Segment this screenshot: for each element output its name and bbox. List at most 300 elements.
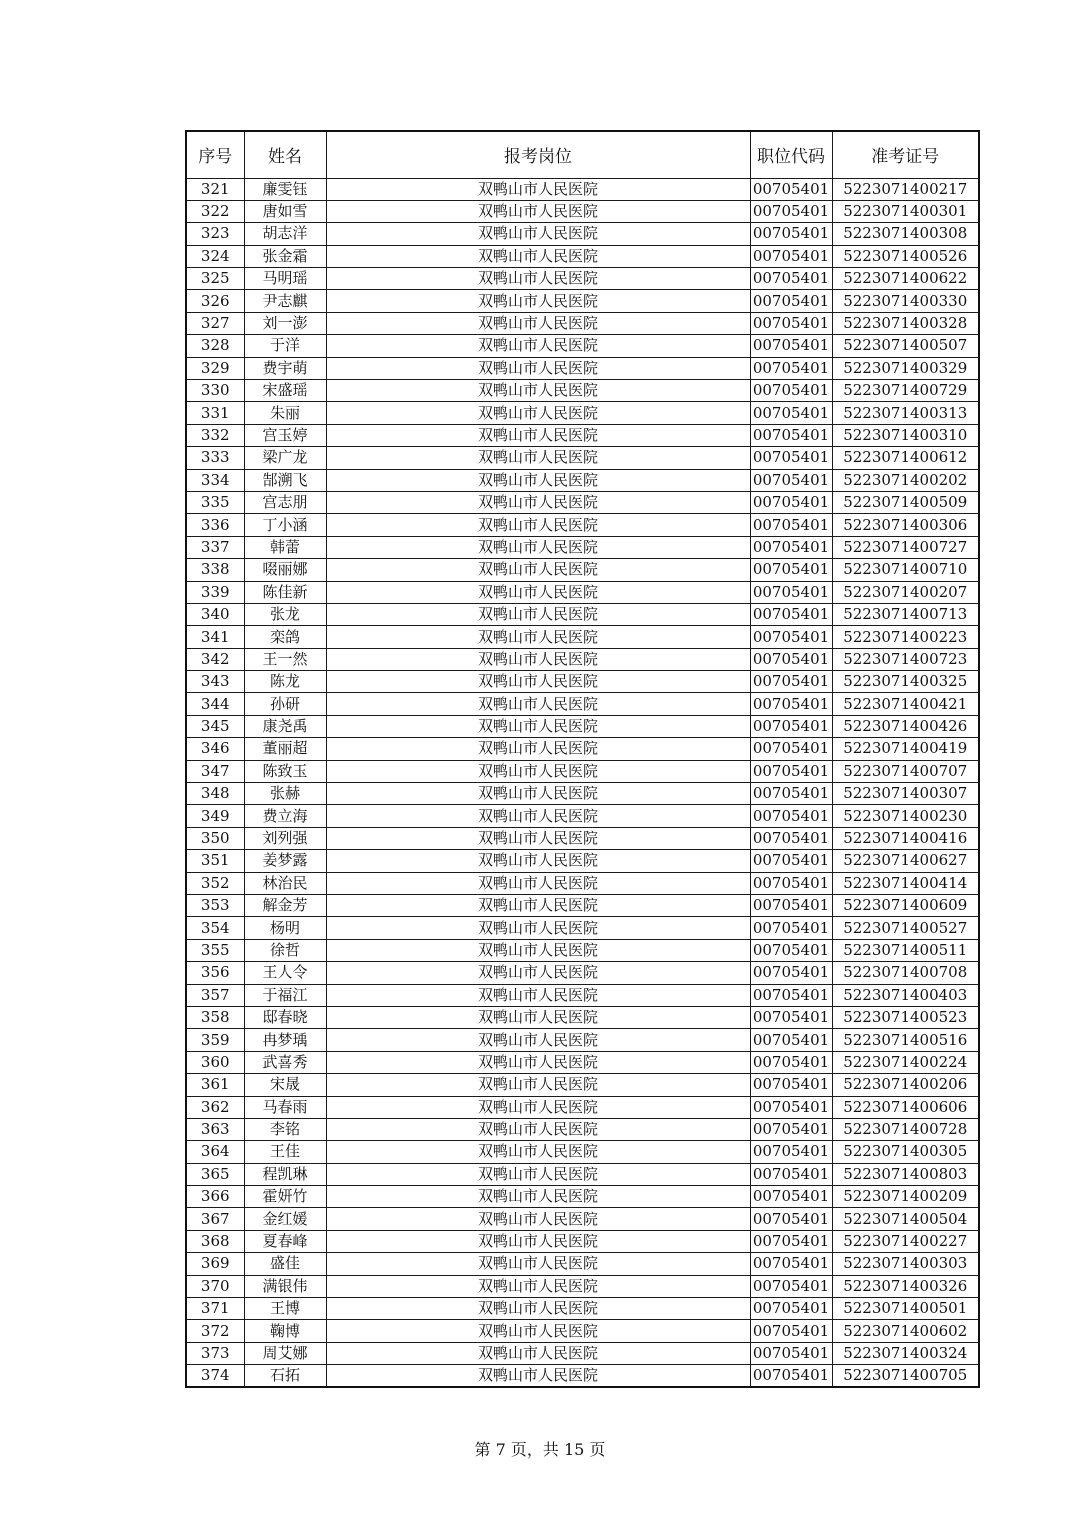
cell-code: 00705401 xyxy=(750,581,832,603)
cell-ticket: 5223071400303 xyxy=(832,1253,979,1275)
cell-name: 于洋 xyxy=(244,335,326,357)
cell-name: 宫玉婷 xyxy=(244,424,326,446)
table-row xyxy=(186,447,979,469)
cell-seq: 366 xyxy=(186,1186,244,1208)
cell-ticket: 5223071400602 xyxy=(832,1320,979,1342)
cell-code: 00705401 xyxy=(750,223,832,245)
cell-position: 双鸭山市人民医院 xyxy=(326,917,750,939)
cell-position: 双鸭山市人民医院 xyxy=(326,827,750,849)
cell-seq: 364 xyxy=(186,1141,244,1163)
cell-code: 00705401 xyxy=(750,424,832,446)
cell-name: 陈佳新 xyxy=(244,581,326,603)
cell-seq: 357 xyxy=(186,984,244,1006)
cell-code: 00705401 xyxy=(750,962,832,984)
cell-seq: 329 xyxy=(186,357,244,379)
cell-position: 双鸭山市人民医院 xyxy=(326,357,750,379)
cell-position: 双鸭山市人民医院 xyxy=(326,805,750,827)
table-row xyxy=(186,268,979,290)
header-code: 职位代码 xyxy=(750,131,832,178)
cell-ticket: 5223071400416 xyxy=(832,827,979,849)
cell-code: 00705401 xyxy=(750,1163,832,1185)
cell-code: 00705401 xyxy=(750,648,832,670)
table-row xyxy=(186,693,979,715)
table-row xyxy=(186,402,979,424)
cell-seq: 344 xyxy=(186,693,244,715)
cell-ticket: 5223071400723 xyxy=(832,648,979,670)
cell-ticket: 5223071400308 xyxy=(832,223,979,245)
cell-seq: 331 xyxy=(186,402,244,424)
cell-name: 孙研 xyxy=(244,693,326,715)
cell-ticket: 5223071400207 xyxy=(832,581,979,603)
cell-position: 双鸭山市人民医院 xyxy=(326,939,750,961)
cell-name: 唐如雪 xyxy=(244,200,326,222)
cell-seq: 321 xyxy=(186,178,244,200)
table-row xyxy=(186,648,979,670)
cell-ticket: 5223071400310 xyxy=(832,424,979,446)
cell-seq: 369 xyxy=(186,1253,244,1275)
cell-position: 双鸭山市人民医院 xyxy=(326,1298,750,1320)
table-row xyxy=(186,1320,979,1342)
cell-seq: 346 xyxy=(186,738,244,760)
cell-code: 00705401 xyxy=(750,178,832,200)
table-row xyxy=(186,200,979,222)
cell-code: 00705401 xyxy=(750,895,832,917)
cell-code: 00705401 xyxy=(750,693,832,715)
cell-ticket: 5223071400727 xyxy=(832,536,979,558)
cell-ticket: 5223071400313 xyxy=(832,402,979,424)
table-row xyxy=(186,1365,979,1388)
cell-name: 宋盛瑶 xyxy=(244,380,326,402)
cell-ticket: 5223071400729 xyxy=(832,380,979,402)
cell-seq: 347 xyxy=(186,760,244,782)
cell-name: 费宇萌 xyxy=(244,357,326,379)
cell-position: 双鸭山市人民医院 xyxy=(326,581,750,603)
cell-ticket: 5223071400622 xyxy=(832,268,979,290)
cell-ticket: 5223071400206 xyxy=(832,1074,979,1096)
cell-code: 00705401 xyxy=(750,1208,832,1230)
cell-seq: 327 xyxy=(186,312,244,334)
cell-seq: 356 xyxy=(186,962,244,984)
cell-name: 夏春峰 xyxy=(244,1230,326,1252)
cell-seq: 332 xyxy=(186,424,244,446)
cell-code: 00705401 xyxy=(750,559,832,581)
cell-ticket: 5223071400326 xyxy=(832,1275,979,1297)
cell-position: 双鸭山市人民医院 xyxy=(326,693,750,715)
cell-name: 宫志朋 xyxy=(244,491,326,513)
table-row xyxy=(186,1163,979,1185)
cell-name: 陈致玉 xyxy=(244,760,326,782)
cell-ticket: 5223071400501 xyxy=(832,1298,979,1320)
cell-position: 双鸭山市人民医院 xyxy=(326,1253,750,1275)
cell-name: 周艾娜 xyxy=(244,1342,326,1364)
cell-name: 于福江 xyxy=(244,984,326,1006)
cell-seq: 334 xyxy=(186,469,244,491)
cell-name: 张金霜 xyxy=(244,245,326,267)
cell-position: 双鸭山市人民医院 xyxy=(326,424,750,446)
cell-ticket: 5223071400710 xyxy=(832,559,979,581)
cell-position: 双鸭山市人民医院 xyxy=(326,738,750,760)
cell-code: 00705401 xyxy=(750,917,832,939)
table-row xyxy=(186,603,979,625)
cell-code: 00705401 xyxy=(750,447,832,469)
cell-name: 康尧禹 xyxy=(244,715,326,737)
cell-code: 00705401 xyxy=(750,1096,832,1118)
table-row xyxy=(186,335,979,357)
table-row xyxy=(186,1029,979,1051)
cell-seq: 322 xyxy=(186,200,244,222)
cell-ticket: 5223071400414 xyxy=(832,872,979,894)
cell-name: 霍妍竹 xyxy=(244,1186,326,1208)
cell-ticket: 5223071400306 xyxy=(832,514,979,536)
cell-ticket: 5223071400609 xyxy=(832,895,979,917)
cell-code: 00705401 xyxy=(750,335,832,357)
cell-code: 00705401 xyxy=(750,1230,832,1252)
cell-code: 00705401 xyxy=(750,671,832,693)
cell-seq: 373 xyxy=(186,1342,244,1364)
header-seq: 序号 xyxy=(186,131,244,178)
cell-code: 00705401 xyxy=(750,1186,832,1208)
cell-name: 解金芳 xyxy=(244,895,326,917)
cell-code: 00705401 xyxy=(750,1365,832,1388)
cell-name: 石拓 xyxy=(244,1365,326,1388)
cell-name: 徐哲 xyxy=(244,939,326,961)
cell-code: 00705401 xyxy=(750,715,832,737)
table-row xyxy=(186,1006,979,1028)
cell-position: 双鸭山市人民医院 xyxy=(326,268,750,290)
cell-name: 丁小涵 xyxy=(244,514,326,536)
cell-name: 金红媛 xyxy=(244,1208,326,1230)
cell-name: 朱丽 xyxy=(244,402,326,424)
cell-ticket: 5223071400527 xyxy=(832,917,979,939)
table-row xyxy=(186,380,979,402)
table-body xyxy=(186,178,979,1387)
cell-seq: 349 xyxy=(186,805,244,827)
roster-table xyxy=(185,130,980,1388)
table-row xyxy=(186,626,979,648)
cell-ticket: 5223071400329 xyxy=(832,357,979,379)
cell-code: 00705401 xyxy=(750,357,832,379)
cell-code: 00705401 xyxy=(750,402,832,424)
cell-name: 姜梦露 xyxy=(244,850,326,872)
table-row xyxy=(186,738,979,760)
cell-name: 程凯琳 xyxy=(244,1163,326,1185)
table-row xyxy=(186,715,979,737)
cell-name: 栾鸽 xyxy=(244,626,326,648)
cell-position: 双鸭山市人民医院 xyxy=(326,626,750,648)
cell-ticket: 5223071400230 xyxy=(832,805,979,827)
cell-ticket: 5223071400307 xyxy=(832,783,979,805)
table-header xyxy=(186,131,979,178)
cell-seq: 333 xyxy=(186,447,244,469)
cell-position: 双鸭山市人民医院 xyxy=(326,671,750,693)
cell-name: 刘一澎 xyxy=(244,312,326,334)
table-row xyxy=(186,895,979,917)
table-row xyxy=(186,1275,979,1297)
cell-code: 00705401 xyxy=(750,245,832,267)
cell-name: 马春雨 xyxy=(244,1096,326,1118)
cell-position: 双鸭山市人民医院 xyxy=(326,559,750,581)
cell-position: 双鸭山市人民医院 xyxy=(326,1208,750,1230)
cell-seq: 328 xyxy=(186,335,244,357)
cell-position: 双鸭山市人民医院 xyxy=(326,200,750,222)
cell-position: 双鸭山市人民医院 xyxy=(326,715,750,737)
cell-ticket: 5223071400516 xyxy=(832,1029,979,1051)
cell-name: 廉雯钰 xyxy=(244,178,326,200)
page-number: 第 7 页，共 15 页 xyxy=(474,1440,606,1459)
cell-code: 00705401 xyxy=(750,536,832,558)
cell-position: 双鸭山市人民医院 xyxy=(326,402,750,424)
cell-ticket: 5223071400328 xyxy=(832,312,979,334)
cell-name: 陈龙 xyxy=(244,671,326,693)
cell-position: 双鸭山市人民医院 xyxy=(326,1163,750,1185)
table-row xyxy=(186,671,979,693)
table-row xyxy=(186,469,979,491)
cell-position: 双鸭山市人民医院 xyxy=(326,178,750,200)
cell-code: 00705401 xyxy=(750,200,832,222)
cell-position: 双鸭山市人民医院 xyxy=(326,380,750,402)
cell-name: 林治民 xyxy=(244,872,326,894)
cell-seq: 370 xyxy=(186,1275,244,1297)
table-row xyxy=(186,872,979,894)
cell-ticket: 5223071400305 xyxy=(832,1141,979,1163)
cell-position: 双鸭山市人民医院 xyxy=(326,850,750,872)
cell-code: 00705401 xyxy=(750,805,832,827)
table-row xyxy=(186,827,979,849)
table-row xyxy=(186,1051,979,1073)
table-row xyxy=(186,424,979,446)
cell-code: 00705401 xyxy=(750,626,832,648)
cell-code: 00705401 xyxy=(750,1298,832,1320)
cell-position: 双鸭山市人民医院 xyxy=(326,312,750,334)
cell-seq: 358 xyxy=(186,1006,244,1028)
cell-ticket: 5223071400606 xyxy=(832,1096,979,1118)
cell-seq: 351 xyxy=(186,850,244,872)
cell-ticket: 5223071400209 xyxy=(832,1186,979,1208)
cell-position: 双鸭山市人民医院 xyxy=(326,603,750,625)
cell-name: 杨明 xyxy=(244,917,326,939)
cell-ticket: 5223071400507 xyxy=(832,335,979,357)
cell-name: 韩蕾 xyxy=(244,536,326,558)
cell-position: 双鸭山市人民医院 xyxy=(326,1365,750,1388)
table-row xyxy=(186,1096,979,1118)
cell-seq: 345 xyxy=(186,715,244,737)
table-row xyxy=(186,1074,979,1096)
cell-ticket: 5223071400324 xyxy=(832,1342,979,1364)
cell-name: 啜丽娜 xyxy=(244,559,326,581)
cell-name: 梁广龙 xyxy=(244,447,326,469)
cell-seq: 360 xyxy=(186,1051,244,1073)
cell-position: 双鸭山市人民医院 xyxy=(326,872,750,894)
cell-code: 00705401 xyxy=(750,872,832,894)
cell-ticket: 5223071400330 xyxy=(832,290,979,312)
cell-ticket: 5223071400728 xyxy=(832,1118,979,1140)
cell-position: 双鸭山市人民医院 xyxy=(326,984,750,1006)
cell-ticket: 5223071400202 xyxy=(832,469,979,491)
table-row xyxy=(186,245,979,267)
cell-seq: 371 xyxy=(186,1298,244,1320)
cell-seq: 368 xyxy=(186,1230,244,1252)
cell-ticket: 5223071400301 xyxy=(832,200,979,222)
cell-position: 双鸭山市人民医院 xyxy=(326,1186,750,1208)
cell-name: 冉梦瑀 xyxy=(244,1029,326,1051)
table-row xyxy=(186,491,979,513)
cell-seq: 341 xyxy=(186,626,244,648)
cell-name: 刘列强 xyxy=(244,827,326,849)
cell-seq: 374 xyxy=(186,1365,244,1388)
cell-ticket: 5223071400511 xyxy=(832,939,979,961)
cell-position: 双鸭山市人民医院 xyxy=(326,469,750,491)
cell-position: 双鸭山市人民医院 xyxy=(326,962,750,984)
cell-name: 李铭 xyxy=(244,1118,326,1140)
cell-position: 双鸭山市人民医院 xyxy=(326,447,750,469)
cell-name: 王佳 xyxy=(244,1141,326,1163)
table-row xyxy=(186,1208,979,1230)
cell-ticket: 5223071400713 xyxy=(832,603,979,625)
table-row xyxy=(186,312,979,334)
cell-seq: 326 xyxy=(186,290,244,312)
cell-position: 双鸭山市人民医院 xyxy=(326,648,750,670)
cell-position: 双鸭山市人民医院 xyxy=(326,783,750,805)
table-row xyxy=(186,783,979,805)
cell-name: 王博 xyxy=(244,1298,326,1320)
cell-seq: 365 xyxy=(186,1163,244,1185)
cell-code: 00705401 xyxy=(750,760,832,782)
cell-name: 鞠博 xyxy=(244,1320,326,1342)
table-row xyxy=(186,223,979,245)
table-row xyxy=(186,1230,979,1252)
cell-seq: 325 xyxy=(186,268,244,290)
cell-ticket: 5223071400223 xyxy=(832,626,979,648)
table-row xyxy=(186,805,979,827)
cell-ticket: 5223071400325 xyxy=(832,671,979,693)
header-row xyxy=(186,131,979,178)
cell-seq: 359 xyxy=(186,1029,244,1051)
cell-name: 董丽超 xyxy=(244,738,326,760)
cell-seq: 340 xyxy=(186,603,244,625)
cell-seq: 323 xyxy=(186,223,244,245)
table-row xyxy=(186,1342,979,1364)
cell-code: 00705401 xyxy=(750,1006,832,1028)
cell-code: 00705401 xyxy=(750,1051,832,1073)
table-row xyxy=(186,1298,979,1320)
cell-code: 00705401 xyxy=(750,984,832,1006)
cell-code: 00705401 xyxy=(750,380,832,402)
cell-name: 郜溯飞 xyxy=(244,469,326,491)
cell-name: 满银伟 xyxy=(244,1275,326,1297)
cell-seq: 361 xyxy=(186,1074,244,1096)
cell-name: 盛佳 xyxy=(244,1253,326,1275)
header-position: 报考岗位 xyxy=(326,131,750,178)
cell-position: 双鸭山市人民医院 xyxy=(326,1051,750,1073)
cell-name: 张赫 xyxy=(244,783,326,805)
cell-position: 双鸭山市人民医院 xyxy=(326,1006,750,1028)
cell-ticket: 5223071400509 xyxy=(832,491,979,513)
cell-name: 张龙 xyxy=(244,603,326,625)
cell-code: 00705401 xyxy=(750,827,832,849)
cell-code: 00705401 xyxy=(750,469,832,491)
table-row xyxy=(186,581,979,603)
cell-ticket: 5223071400403 xyxy=(832,984,979,1006)
table-row xyxy=(186,1141,979,1163)
cell-seq: 330 xyxy=(186,380,244,402)
cell-position: 双鸭山市人民医院 xyxy=(326,536,750,558)
cell-seq: 342 xyxy=(186,648,244,670)
cell-name: 王人令 xyxy=(244,962,326,984)
cell-ticket: 5223071400627 xyxy=(832,850,979,872)
cell-code: 00705401 xyxy=(750,783,832,805)
cell-position: 双鸭山市人民医院 xyxy=(326,514,750,536)
cell-name: 王一然 xyxy=(244,648,326,670)
cell-code: 00705401 xyxy=(750,312,832,334)
cell-code: 00705401 xyxy=(750,1141,832,1163)
table-row xyxy=(186,536,979,558)
cell-code: 00705401 xyxy=(750,268,832,290)
cell-position: 双鸭山市人民医院 xyxy=(326,1275,750,1297)
cell-ticket: 5223071400523 xyxy=(832,1006,979,1028)
cell-code: 00705401 xyxy=(750,1029,832,1051)
header-name: 姓名 xyxy=(244,131,326,178)
table-row xyxy=(186,760,979,782)
cell-position: 双鸭山市人民医院 xyxy=(326,760,750,782)
table-row xyxy=(186,514,979,536)
cell-seq: 324 xyxy=(186,245,244,267)
cell-code: 00705401 xyxy=(750,1320,832,1342)
cell-position: 双鸭山市人民医院 xyxy=(326,1320,750,1342)
cell-seq: 343 xyxy=(186,671,244,693)
cell-seq: 337 xyxy=(186,536,244,558)
cell-seq: 367 xyxy=(186,1208,244,1230)
cell-name: 马明瑶 xyxy=(244,268,326,290)
cell-ticket: 5223071400803 xyxy=(832,1163,979,1185)
cell-seq: 336 xyxy=(186,514,244,536)
table-row xyxy=(186,559,979,581)
cell-code: 00705401 xyxy=(750,1275,832,1297)
cell-position: 双鸭山市人民医院 xyxy=(326,1029,750,1051)
cell-name: 费立海 xyxy=(244,805,326,827)
table-row xyxy=(186,984,979,1006)
cell-position: 双鸭山市人民医院 xyxy=(326,223,750,245)
table-row xyxy=(186,850,979,872)
cell-position: 双鸭山市人民医院 xyxy=(326,895,750,917)
table-row xyxy=(186,962,979,984)
cell-code: 00705401 xyxy=(750,1118,832,1140)
cell-seq: 350 xyxy=(186,827,244,849)
table-row xyxy=(186,357,979,379)
cell-name: 武喜秀 xyxy=(244,1051,326,1073)
cell-ticket: 5223071400224 xyxy=(832,1051,979,1073)
cell-seq: 372 xyxy=(186,1320,244,1342)
cell-code: 00705401 xyxy=(750,290,832,312)
cell-seq: 335 xyxy=(186,491,244,513)
cell-code: 00705401 xyxy=(750,738,832,760)
cell-ticket: 5223071400526 xyxy=(832,245,979,267)
cell-ticket: 5223071400419 xyxy=(832,738,979,760)
cell-name: 胡志洋 xyxy=(244,223,326,245)
cell-position: 双鸭山市人民医院 xyxy=(326,290,750,312)
cell-code: 00705401 xyxy=(750,1342,832,1364)
cell-seq: 339 xyxy=(186,581,244,603)
cell-seq: 355 xyxy=(186,939,244,961)
cell-code: 00705401 xyxy=(750,939,832,961)
table-row xyxy=(186,178,979,200)
cell-ticket: 5223071400227 xyxy=(832,1230,979,1252)
cell-position: 双鸭山市人民医院 xyxy=(326,1118,750,1140)
header-ticket: 准考证号 xyxy=(832,131,979,178)
cell-position: 双鸭山市人民医院 xyxy=(326,1342,750,1364)
cell-ticket: 5223071400504 xyxy=(832,1208,979,1230)
table-row xyxy=(186,1186,979,1208)
table-row xyxy=(186,1253,979,1275)
